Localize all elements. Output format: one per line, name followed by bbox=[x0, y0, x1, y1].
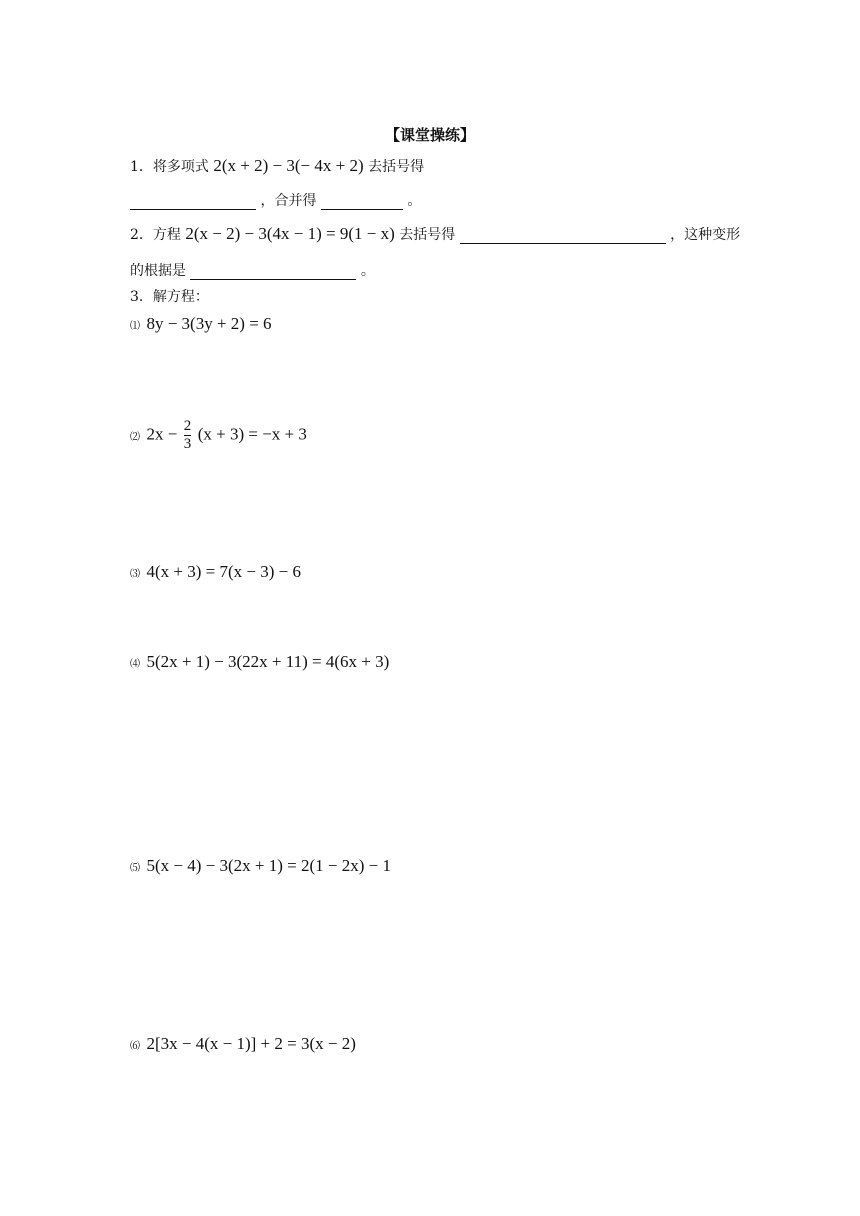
section-title: 【课堂操练】 bbox=[384, 126, 475, 144]
equation-4 bbox=[130, 652, 389, 672]
q2-blank-1[interactable] bbox=[460, 229, 666, 244]
equation-expression: 4(x + 3) = 7(x − 3) − 6 bbox=[146, 562, 301, 581]
equation-expression: 8y − 3(3y + 2) = 6 bbox=[146, 314, 272, 333]
fraction-denominator: 3 bbox=[183, 436, 192, 452]
q2-end: 。 bbox=[360, 263, 375, 279]
q2-line2: 的根据是 bbox=[130, 263, 186, 279]
equation-rest: (x + 3) = −x + 3 bbox=[197, 424, 307, 444]
fraction bbox=[184, 418, 192, 453]
equation-1 bbox=[130, 314, 272, 334]
q1-blank-2[interactable] bbox=[321, 195, 403, 210]
item-number: ⑹ bbox=[130, 1041, 140, 1052]
question-2 bbox=[130, 224, 740, 244]
q1-mid: ，合并得 bbox=[260, 193, 317, 209]
item-number: ⑶ bbox=[130, 569, 140, 580]
equation-5 bbox=[130, 856, 391, 876]
equation-expression: 5(x − 4) − 3(2x + 1) = 2(1 − 2x) − 1 bbox=[146, 856, 391, 875]
q2-suffix2: ，这种变形 bbox=[670, 227, 741, 243]
question-2-line-2 bbox=[130, 260, 375, 280]
equation-2 bbox=[130, 418, 307, 453]
q1-blank-1[interactable] bbox=[130, 195, 256, 210]
equation-3 bbox=[130, 562, 301, 582]
item-number: ⑷ bbox=[130, 659, 140, 670]
fraction-numerator: 2 bbox=[183, 418, 192, 434]
q2-suffix: 去括号得 bbox=[399, 227, 456, 243]
question-1 bbox=[130, 156, 424, 176]
item-number: ⑵ bbox=[130, 431, 140, 443]
item-number: ⑸ bbox=[130, 863, 140, 874]
q1-end: 。 bbox=[407, 193, 422, 209]
q2-expression: 2(x − 2) − 3(4x − 1) = 9(1 − x) bbox=[185, 224, 395, 243]
q1-prefix: 1．将多项式 bbox=[130, 159, 209, 175]
q1-suffix: 去括号得 bbox=[368, 159, 425, 175]
q2-prefix: 2．方程 bbox=[130, 227, 181, 243]
equation-lead: 2x − bbox=[146, 424, 178, 444]
question-1-answer-line bbox=[130, 190, 421, 210]
equation-6 bbox=[130, 1034, 356, 1054]
q1-expression: 2(x + 2) − 3(− 4x + 2) bbox=[213, 156, 364, 175]
item-number: ⑴ bbox=[130, 321, 140, 332]
question-3-heading: 3．解方程： bbox=[130, 289, 209, 305]
q2-blank-2[interactable] bbox=[190, 265, 356, 280]
equation-expression: 2[3x − 4(x − 1)] + 2 = 3(x − 2) bbox=[146, 1034, 356, 1053]
equation-expression: 5(2x + 1) − 3(22x + 11) = 4(6x + 3) bbox=[146, 652, 390, 671]
